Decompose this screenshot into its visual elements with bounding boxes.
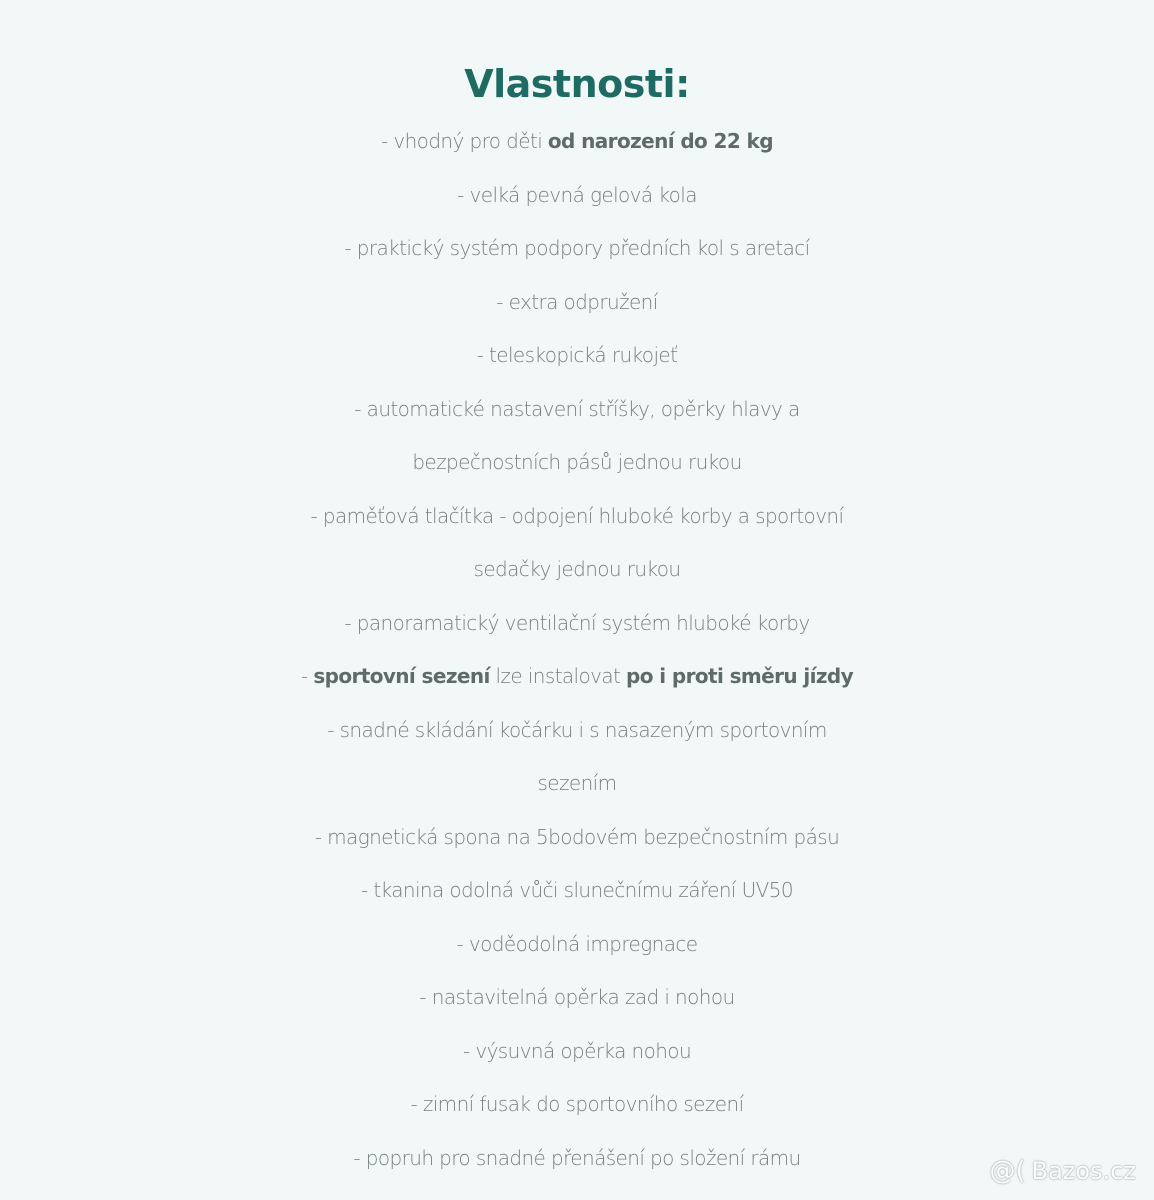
feature-line bbox=[0, 383, 1154, 437]
feature-highlight: po i proti směru jízdy bbox=[626, 664, 854, 688]
feature-text: bezpečnostních pásů jednou rukou bbox=[412, 450, 742, 474]
feature-highlight: od narození do 22 kg bbox=[547, 129, 773, 153]
feature-line bbox=[0, 490, 1154, 544]
feature-line bbox=[0, 704, 1154, 758]
feature-text: - voděodolná impregnace bbox=[456, 931, 698, 956]
feature-text: - panoramatický ventilační systém hluboké korby bbox=[344, 610, 810, 635]
feature-text: - popruh pro snadné přenášení po složení rámu bbox=[353, 1145, 801, 1170]
feature-line bbox=[0, 543, 1154, 597]
feature-line bbox=[0, 1025, 1154, 1079]
feature-line bbox=[0, 971, 1154, 1025]
feature-text: - zimní fusak do sportovního sezení bbox=[410, 1092, 744, 1116]
feature-text: - vhodný pro děti bbox=[381, 129, 548, 153]
feature-text: - výsuvná opěrka nohou bbox=[462, 1038, 692, 1063]
feature-line bbox=[0, 918, 1154, 972]
page-title: Vlastnosti: bbox=[464, 62, 690, 106]
feature-text: - extra odpružení bbox=[496, 289, 658, 314]
feature-text: - tkanina odolná vůči slunečnímu záření UV50 bbox=[360, 878, 794, 902]
feature-line bbox=[0, 864, 1154, 918]
feature-text: - automatické nastavení stříšky, opěrky hlavy a bbox=[354, 396, 800, 421]
feature-highlight: sportovní sezení bbox=[313, 664, 490, 688]
feature-text: - velká pevná gelová kola bbox=[457, 182, 697, 207]
feature-text: - paměťová tlačítka - odpojení hluboké korby a sportovní bbox=[310, 503, 844, 528]
feature-text: - teleskopická rukojeť bbox=[476, 343, 678, 367]
feature-text: - nastavitelná opěrka zad i nohou bbox=[419, 985, 735, 1009]
feature-line bbox=[0, 597, 1154, 651]
feature-text: - bbox=[300, 664, 314, 688]
feature-text: - magnetická spona na 5bodovém bezpečnostním pásu bbox=[314, 824, 840, 849]
feature-line bbox=[0, 169, 1154, 223]
watermark bbox=[989, 1156, 1136, 1186]
feature-text: sedačky jednou rukou bbox=[473, 557, 681, 581]
features-list bbox=[0, 115, 1154, 1185]
feature-line bbox=[0, 222, 1154, 276]
feature-text: - snadné skládání kočárku i s nasazeným sportovním bbox=[327, 717, 827, 742]
feature-line bbox=[0, 757, 1154, 811]
feature-line bbox=[0, 1078, 1154, 1132]
feature-line bbox=[0, 276, 1154, 330]
feature-line bbox=[0, 329, 1154, 383]
feature-line bbox=[0, 811, 1154, 865]
feature-line bbox=[0, 650, 1154, 704]
feature-line bbox=[0, 1132, 1154, 1186]
feature-line bbox=[0, 115, 1154, 169]
feature-text: lze instalovat bbox=[489, 664, 627, 688]
watermark-text: Bazos.cz bbox=[1031, 1157, 1136, 1185]
at-sign-icon: @( bbox=[989, 1156, 1026, 1186]
feature-line bbox=[0, 436, 1154, 490]
feature-text: - praktický systém podpory předních kol s aretací bbox=[344, 236, 810, 260]
feature-text: sezením bbox=[537, 771, 617, 795]
